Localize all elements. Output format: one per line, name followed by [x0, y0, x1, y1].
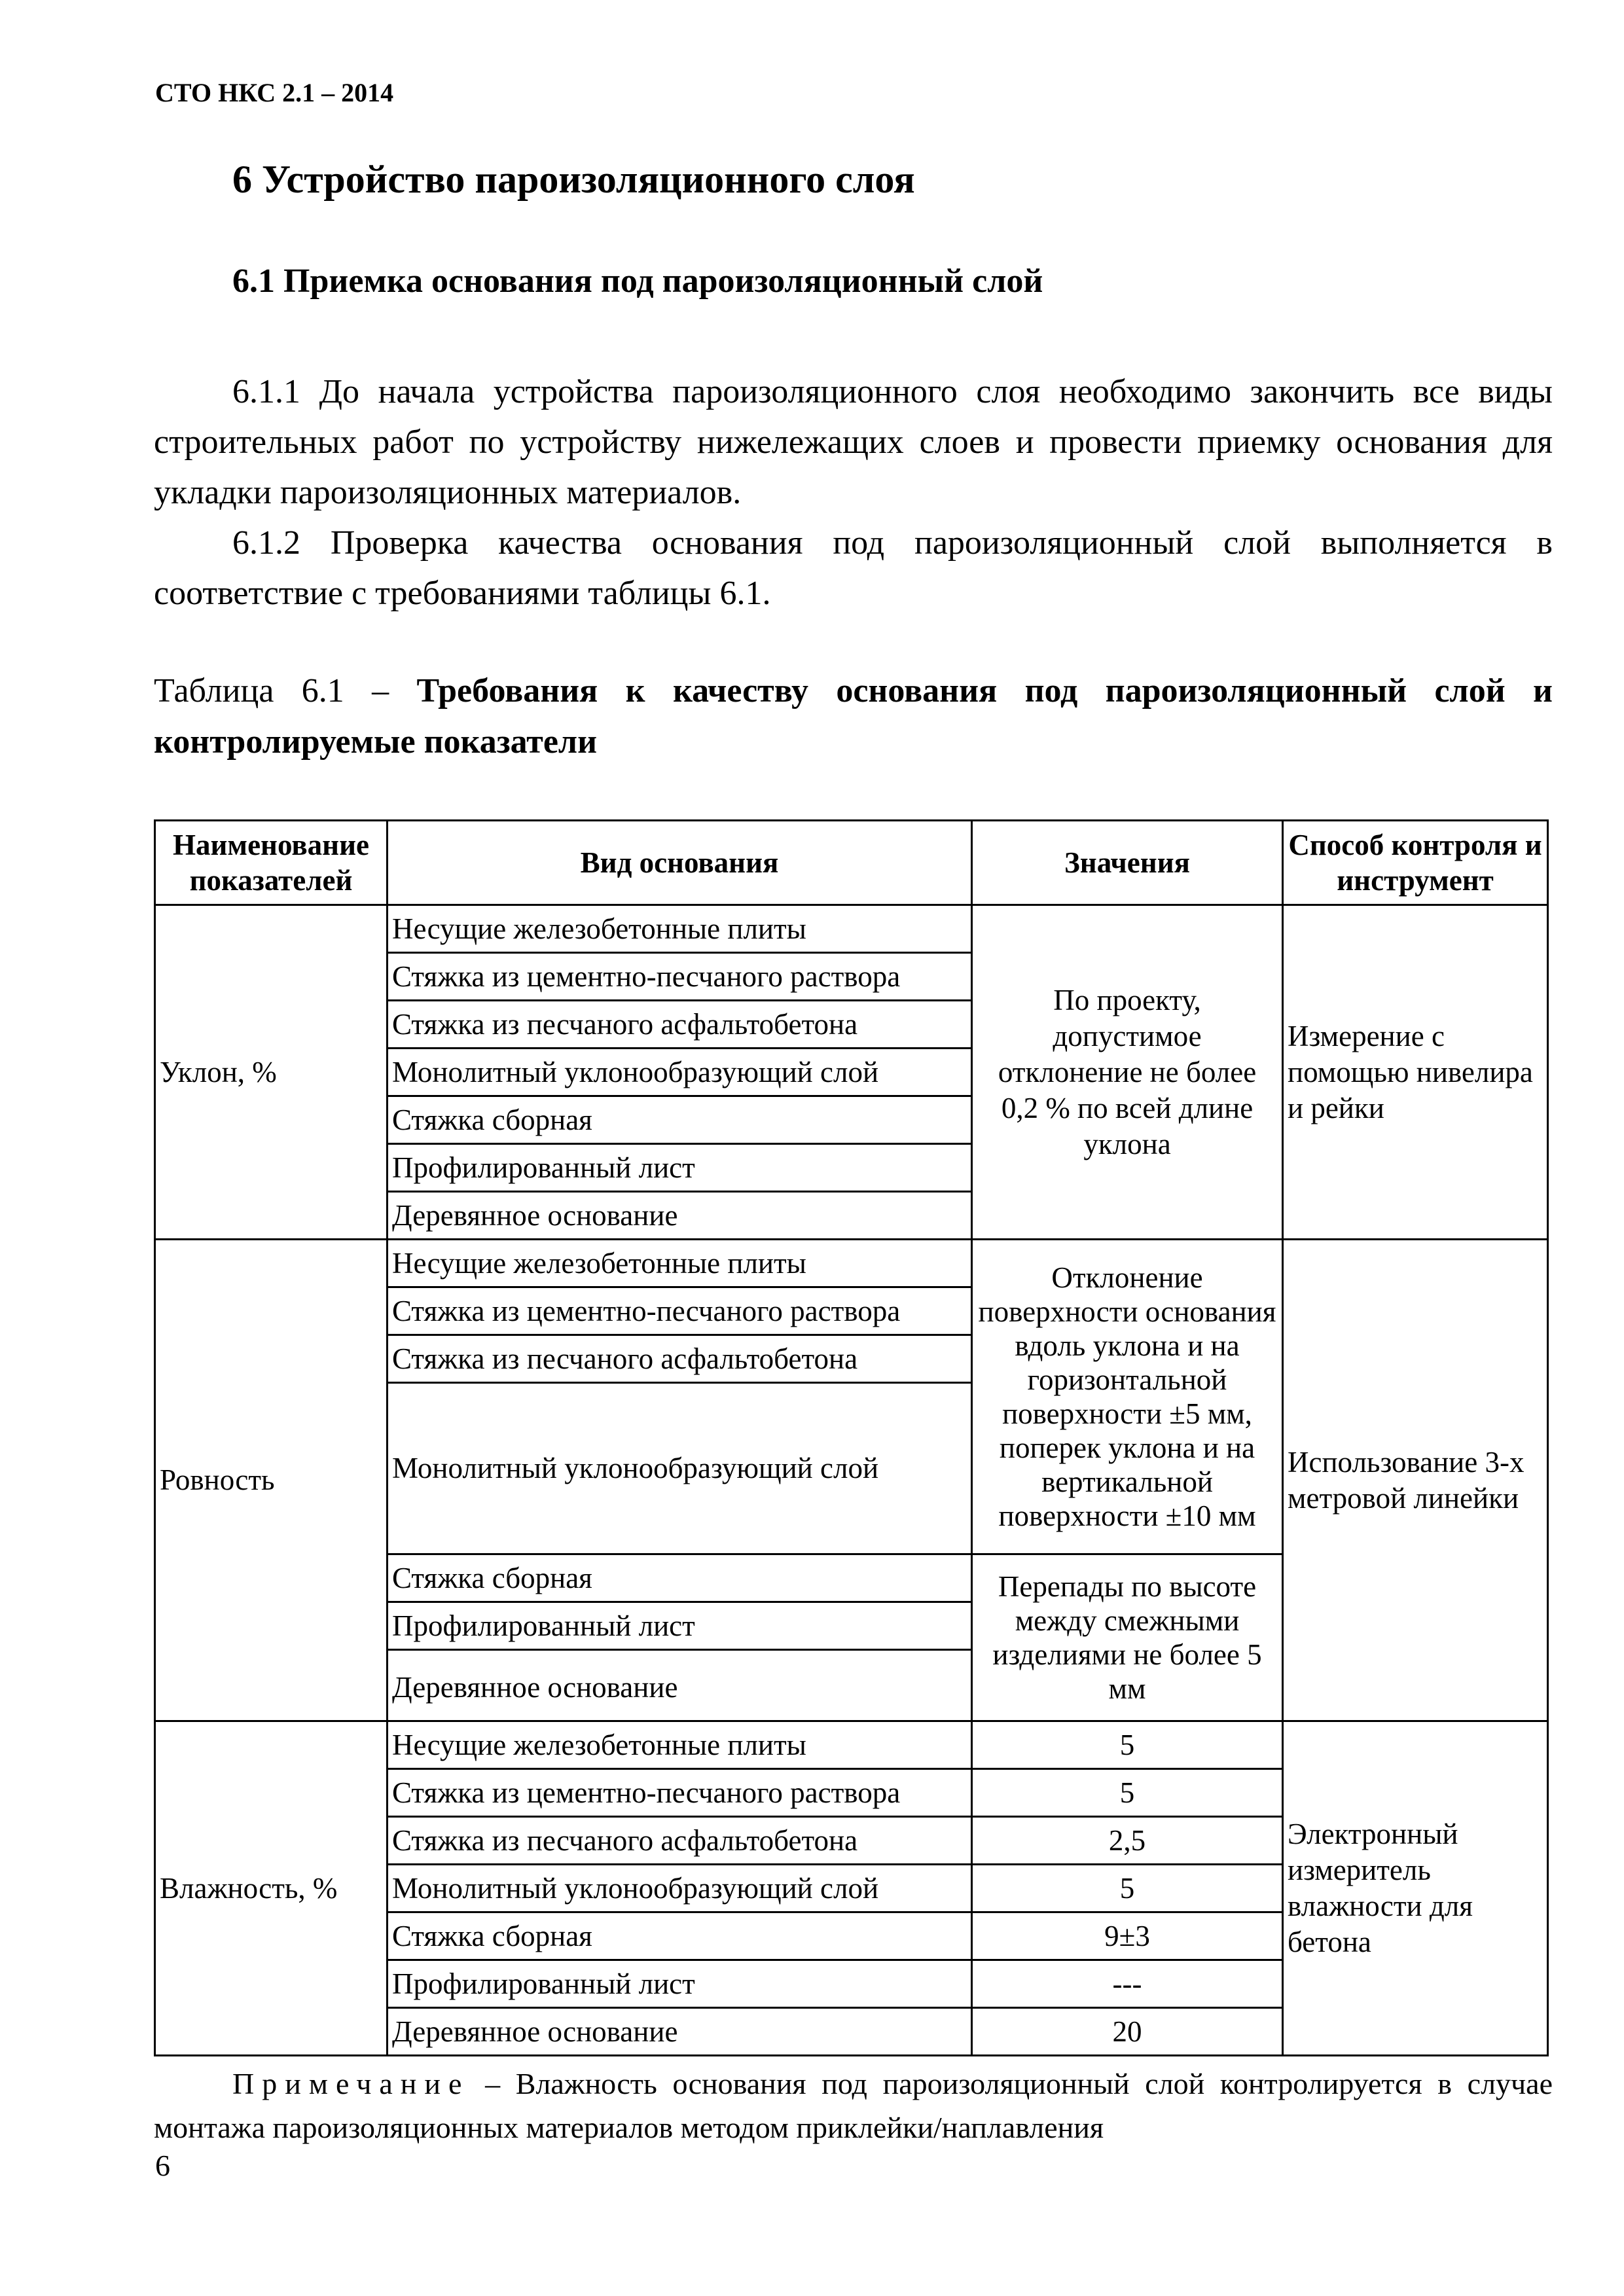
- base-cell: Стяжка из цементно-песчаного раствора: [388, 1769, 972, 1817]
- table-row: [155, 1721, 1548, 1769]
- base-cell: Монолитный уклонообразующий слой: [388, 1049, 972, 1096]
- base-cell: Несущие железобетонные плиты: [388, 905, 972, 953]
- header-values: Значения: [972, 821, 1283, 905]
- header-control-method: Способ контроля и инструмент: [1283, 821, 1548, 905]
- base-cell: Несущие железобетонные плиты: [388, 1240, 972, 1287]
- table-note: [154, 2062, 1553, 2149]
- section-title: 6 Устройство пароизоляционного слоя: [232, 158, 915, 201]
- paragraph-6-1-1: 6.1.1 До начала устройства пароизоляционного слоя необходимо закончить все виды строительных работ по устройству нижележащих слоев и провести приемку основания для укладки пароизоляционных материалов.: [154, 373, 1553, 511]
- base-cell: Стяжка из песчаного асфальтобетона: [388, 1335, 972, 1383]
- requirements-table: [154, 819, 1549, 2056]
- base-cell: Монолитный уклонообразующий слой: [388, 1865, 972, 1912]
- base-cell: Стяжка из цементно-песчаного раствора: [388, 1287, 972, 1335]
- page-number: 6: [155, 2149, 170, 2182]
- base-cell: Стяжка из песчаного асфальтобетона: [388, 1001, 972, 1049]
- note-label: Примечание: [232, 2067, 470, 2100]
- indicator-cell: Влажность, %: [155, 1721, 388, 2056]
- value-cell: 5: [972, 1769, 1283, 1817]
- base-cell: Несущие железобетонные плиты: [388, 1721, 972, 1769]
- base-cell: Профилированный лист: [388, 1602, 972, 1650]
- base-cell: Профилированный лист: [388, 1144, 972, 1192]
- value-cell: 5: [972, 1865, 1283, 1912]
- base-cell: Стяжка сборная: [388, 1554, 972, 1602]
- table-caption-prefix: Таблица 6.1 –: [154, 672, 417, 709]
- method-cell: Электронный измеритель влажности для бетона: [1283, 1721, 1548, 2056]
- value-cell: По проекту, допустимое отклонение не более 0,2 % по всей длине уклона: [972, 905, 1283, 1240]
- value-cell: Отклонение поверхности основания вдоль уклона и на горизонтальной поверхности ±5 мм, поперек уклона и на вертикальной поверхности ±10 мм: [972, 1240, 1283, 1554]
- method-cell: Измерение с помощью нивелира и рейки: [1283, 905, 1548, 1240]
- base-cell: Стяжка из песчаного асфальтобетона: [388, 1817, 972, 1865]
- base-cell: Стяжка из цементно-песчаного раствора: [388, 953, 972, 1001]
- base-cell: Деревянное основание: [388, 1192, 972, 1240]
- method-cell: Использование 3-х метровой линейки: [1283, 1240, 1548, 1721]
- indicator-cell: Уклон, %: [155, 905, 388, 1240]
- value-cell: 2,5: [972, 1817, 1283, 1865]
- table-caption: [154, 666, 1553, 768]
- base-cell: Профилированный лист: [388, 1960, 972, 2008]
- base-cell: Монолитный уклонообразующий слой: [388, 1383, 972, 1554]
- table-row: [155, 1240, 1548, 1287]
- value-cell: ---: [972, 1960, 1283, 2008]
- value-cell: Перепады по высоте между смежными изделиями не более 5 мм: [972, 1554, 1283, 1721]
- paragraph-6-1-2: 6.1.2 Проверка качества основания под пароизоляционный слой выполняется в соответствие с требованиями таблицы 6.1.: [154, 524, 1553, 612]
- base-cell: Стяжка сборная: [388, 1096, 972, 1144]
- table-caption-title: Требования к качеству основания под пароизоляционный слой и контролируемые показатели: [154, 672, 1553, 761]
- note-text: – Влажность основания под пароизоляционный слой контролируется в случае монтажа пароизоляционных материалов методом приклейки/наплавления: [154, 2067, 1553, 2144]
- table-row: [155, 905, 1548, 953]
- header-indicator: Наименование показателей: [155, 821, 388, 905]
- base-cell: Деревянное основание: [388, 1650, 972, 1721]
- subsection-title: 6.1 Приемка основания под пароизоляционный слой: [232, 262, 1043, 300]
- document-code: СТО НКС 2.1 – 2014: [155, 78, 394, 107]
- header-base-type: Вид основания: [388, 821, 972, 905]
- table-header-row: [155, 821, 1548, 905]
- value-cell: 5: [972, 1721, 1283, 1769]
- indicator-cell: Ровность: [155, 1240, 388, 1721]
- value-cell: 20: [972, 2008, 1283, 2056]
- value-cell: 9±3: [972, 1912, 1283, 1960]
- base-cell: Стяжка сборная: [388, 1912, 972, 1960]
- base-cell: Деревянное основание: [388, 2008, 972, 2056]
